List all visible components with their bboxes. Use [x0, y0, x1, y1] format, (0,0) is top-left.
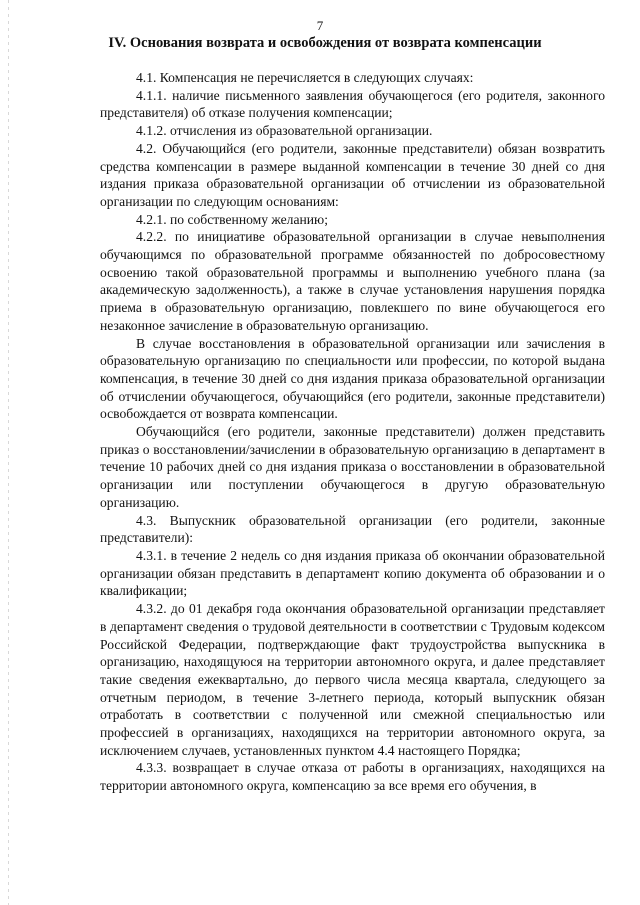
- paragraph-4-3-3: 4.3.3. возвращает в случае отказа от работы в организациях, находящихся на территории автономного округа, компенсацию за все время его обучения, в: [100, 760, 605, 794]
- paragraph-restoration: В случае восстановления в образовательной организации или зачисления в образовательную организацию по специальности или профессии, по которой выдана компенсация, в течение 30 дней со дня издания приказа образовательной организации об отчислении обучающегося, обучающийся (его родители, законные представители) освобождается от возврата компенсации.: [100, 335, 605, 422]
- paragraph-4-3-1: 4.3.1. в течение 2 недель со дня издания приказа об окончании образовательной организации обязан представить в департамент копию документа об образовании и о квалификации;: [100, 547, 605, 599]
- paragraph-4-1-2: 4.1.2. отчисления из образовательной организации.: [136, 123, 433, 139]
- page-number: 7: [316, 18, 324, 33]
- paragraph-4-1: 4.1. Компенсация не перечисляется в следующих случаях:: [136, 70, 474, 85]
- paragraph-4-2-2: 4.2.2. по инициативе образовательной организации в случае невыполнения обучающимся по образовательной программе обязанностей по добросовестному освоению такой образовательной программы и выполнению учебного плана (за академическую задолженность), а также в случае установления нарушения порядка приема в образовательную организацию, повлекшего по вине обучающегося его незаконное зачисление в образовательную организацию.: [100, 229, 605, 333]
- scan-edge-line: [8, 0, 9, 905]
- paragraph-4-3: 4.3. Выпускник образовательной организации (его родители, законные представители):: [100, 512, 605, 546]
- paragraph-4-2-1: 4.2.1. по собственному желанию;: [136, 211, 328, 227]
- paragraph-4-2: 4.2. Обучающийся (его родители, законные представители) обязан возвратить средства компенсации в размере выданной компенсации в течение 30 дней со дня издания приказа образовательной организации об отчислении из образовательной организации по следующим основаниям:: [100, 140, 605, 209]
- paragraph-order-submission: Обучающийся (его родители, законные представители) должен представить приказ о восстановлении/зачислении в образовательную организацию в департамент в течение 10 рабочих дней со дня издания приказа о восстановлении в образовательной организации или поступлении обучающегося в другую образовательную организацию.: [100, 424, 605, 510]
- paragraph-4-1-1: 4.1.1. наличие письменного заявления обучающегося (его родителя, законного представителя) об отказе получения компенсации;: [100, 87, 605, 121]
- document-body: [100, 69, 605, 795]
- paragraph-4-3-2: 4.3.2. до 01 декабря года окончания образовательной организации представляет в департамент сведения о трудовой деятельности в соответствии с Трудовым кодексом Российской Федерации, подтверждающие факт трудоустройства выпускника в организацию, находящуюся на территории автономного округа, и далее представляет такие сведения ежеквартально, до первого числа месяца квартала, следующего за отчетным периодом, в течение 3-летнего периода, который выпускник обязан отработать в соответствии с полученной или смежной специальностью или профессией в организациях, находящихся на территории автономного округа, за исключением случаев, установленных пунктом 4.4 настоящего Порядка;: [100, 601, 605, 758]
- section-heading: IV. Основания возврата и освобождения от возврата компенсации: [108, 35, 542, 51]
